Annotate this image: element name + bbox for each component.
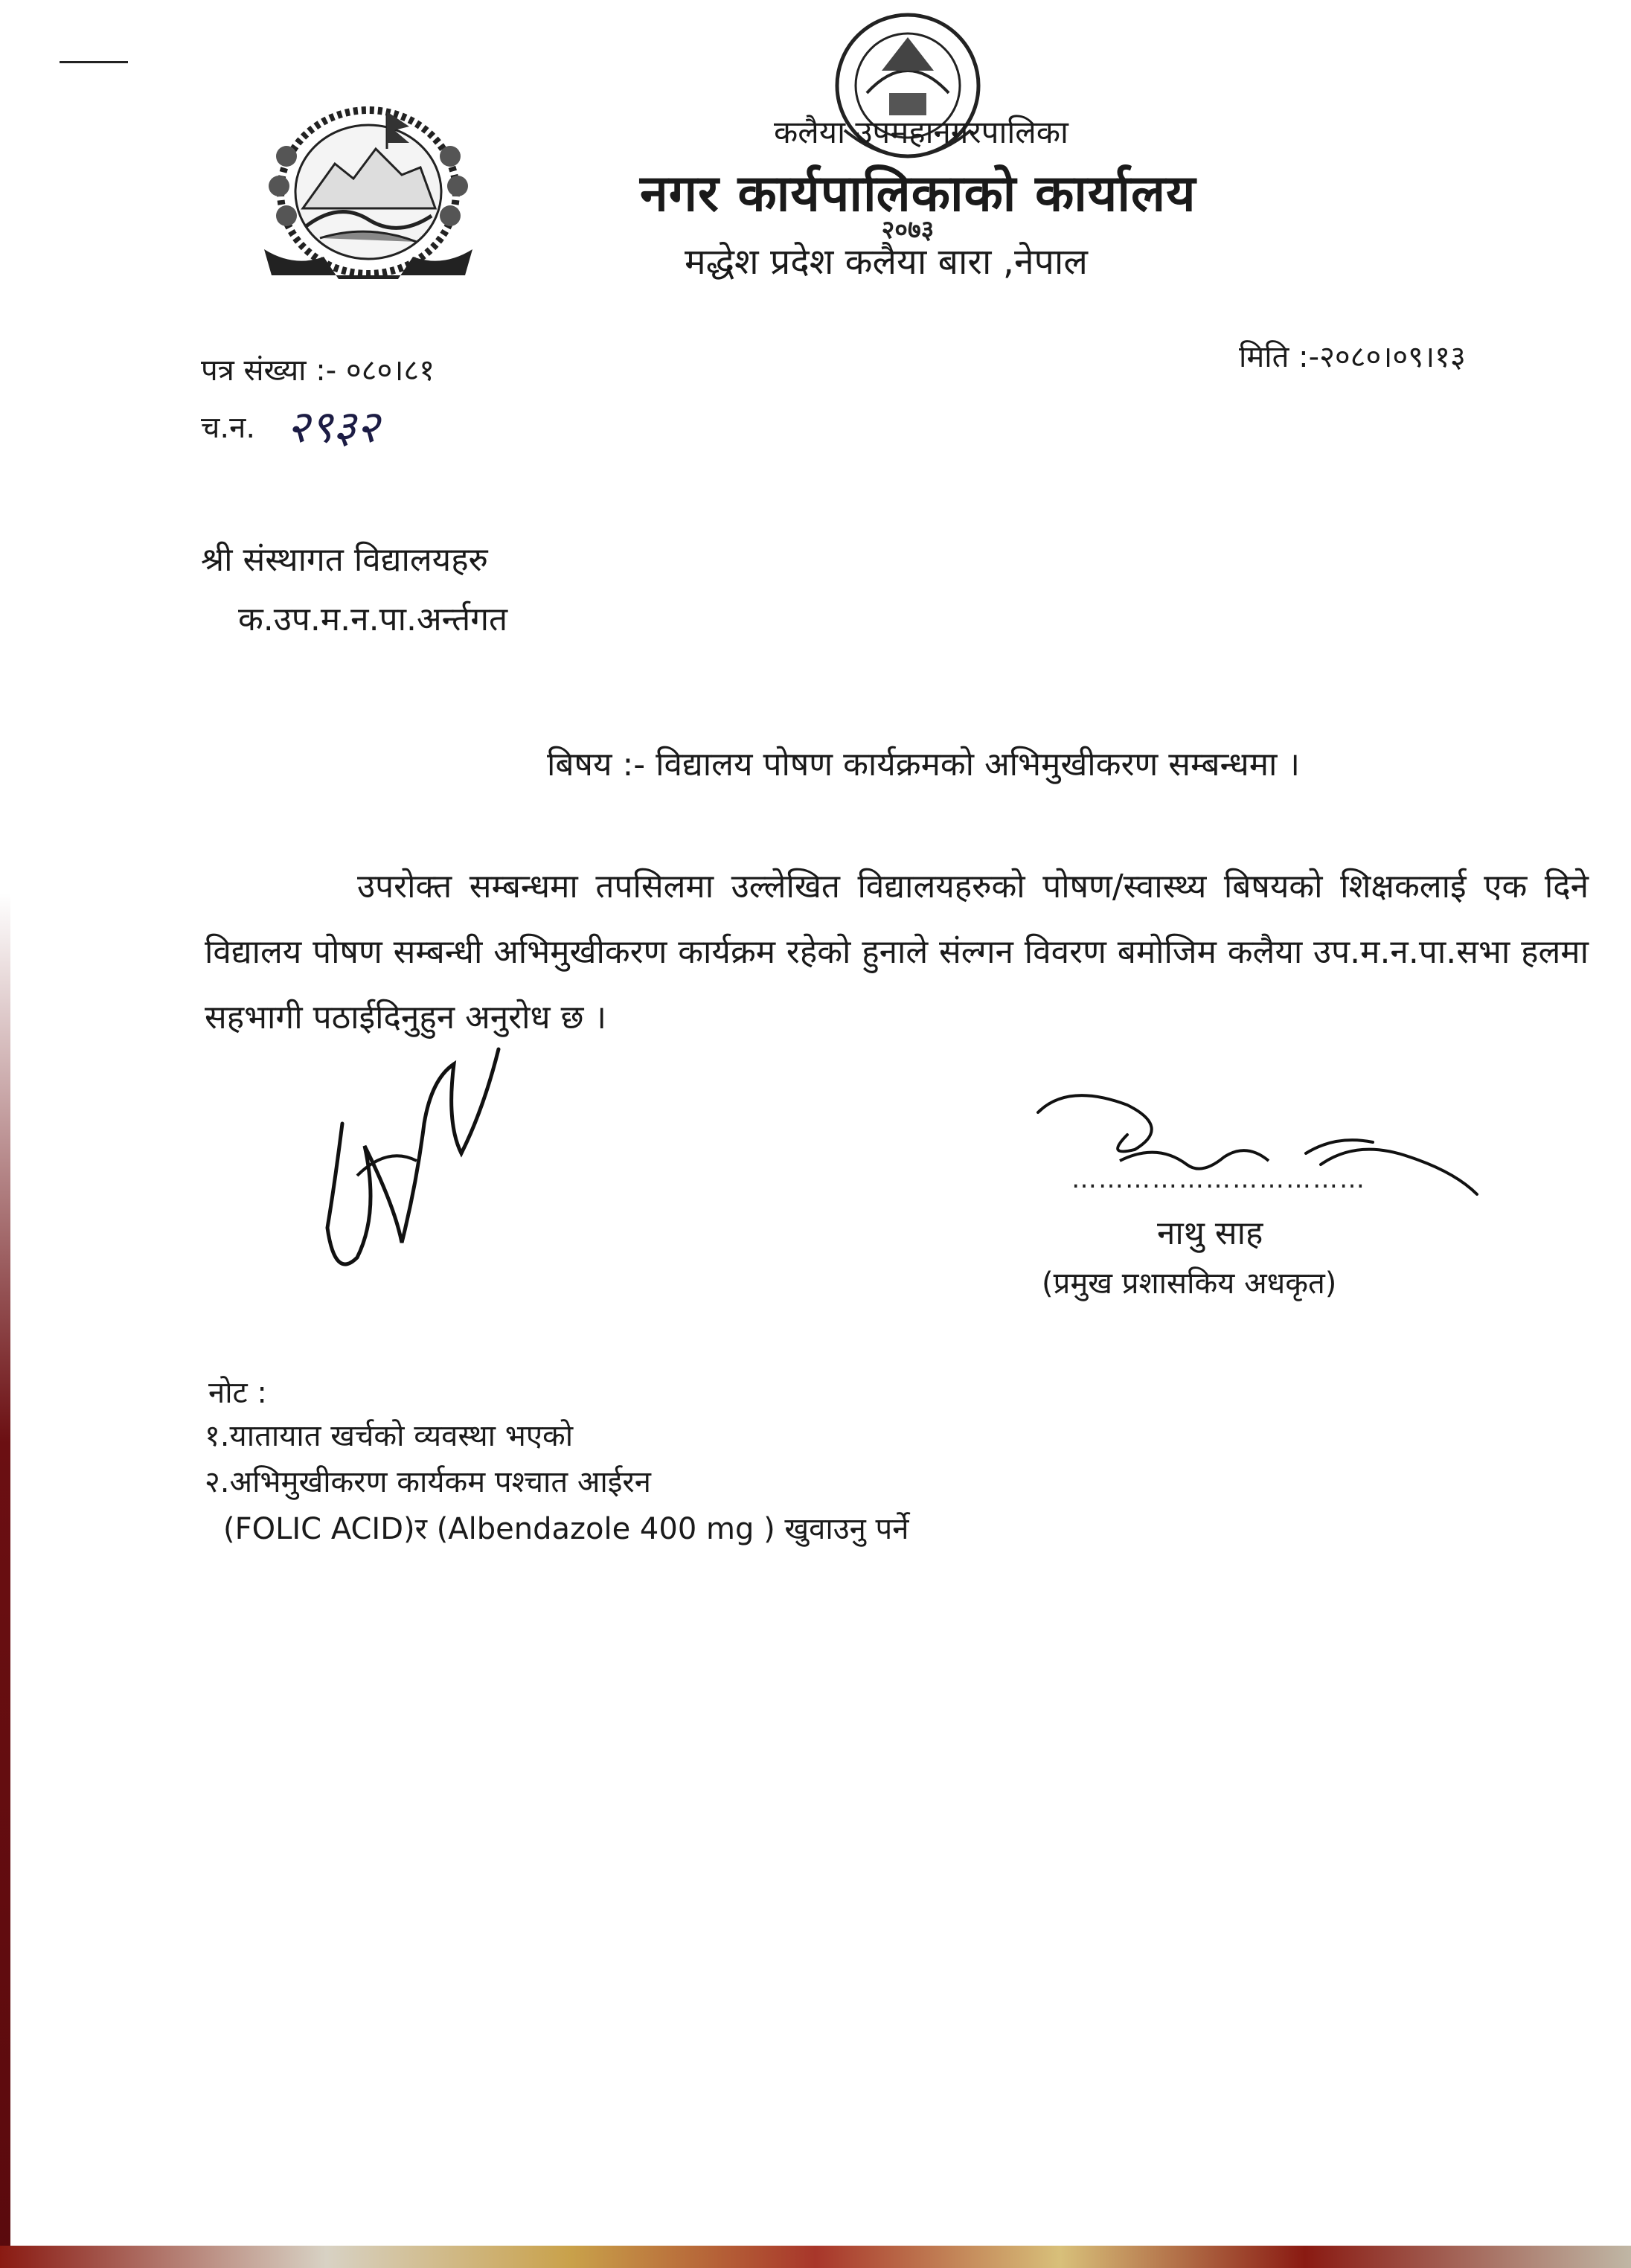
recipient-line-1: श्री संस्थागत विद्यालयहरु bbox=[201, 541, 488, 579]
letter-date: मिति :-२०८०।०९।१३ bbox=[1239, 340, 1466, 374]
letter-subject: बिषय :- विद्यालय पोषण कार्यक्रमको अभिमुखीकरण सम्बन्धमा । bbox=[547, 746, 1301, 784]
letter-body: उपरोक्त सम्बन्धमा तपसिलमा उल्लेखित विद्यालयहरुको पोषण/स्वास्थ्य बिषयको शिक्षकलाई एक दिने विद्यालय पोषण सम्बन्धी अभिमुखीकरण कार्यक्रम रहेको हुनाले संल्गन विवरण बमोजिम कलैया उप.म.न.पा.सभा हलमा सहभागी पठाईदिनुहुन अनुरोध छ । bbox=[205, 868, 1589, 1037]
note-item-2: २.अभिमुखीकरण कार्यकम पश्चात आईरन bbox=[205, 1465, 651, 1499]
official-signature-icon bbox=[1023, 1083, 1484, 1217]
dispatch-number-label: च.न. bbox=[201, 411, 256, 445]
signature-line: …………………………… bbox=[1071, 1165, 1366, 1194]
left-signature-icon bbox=[313, 1034, 506, 1280]
scan-edge-left bbox=[0, 893, 10, 2268]
margin-dash bbox=[60, 61, 128, 63]
signer-title: (प्रमुख प्रशासकिय अधकृत) bbox=[1042, 1266, 1337, 1301]
svg-text:२०७३: २०७३ bbox=[881, 215, 935, 245]
nepal-emblem-icon bbox=[249, 97, 487, 286]
note-heading: नोट : bbox=[208, 1376, 267, 1410]
note-item-3: (FOLIC ACID)र (Albendazole 400 mg ) खुवाउनु पर्ने bbox=[223, 1512, 909, 1546]
dispatch-number-handwritten: २९३२ bbox=[286, 401, 379, 453]
office-title: नगर कार्यपालिकाको कार्यालय bbox=[640, 164, 1196, 223]
signer-name: नाथु साह bbox=[1157, 1214, 1263, 1252]
recipient-line-2: क.उप.म.न.पा.अर्न्तगत bbox=[238, 600, 508, 638]
scan-edge-bottom bbox=[0, 2246, 1631, 2268]
office-address: मद्धेश प्रदेश कलैया बारा ,नेपाल bbox=[685, 241, 1088, 283]
municipality-name: कलैया उपमहानगरपालिका bbox=[774, 114, 1068, 150]
letter-number: पत्र संख्या :- ०८०।८१ bbox=[201, 353, 435, 388]
note-item-1: १.यातायात खर्चको व्यवस्था भएको bbox=[205, 1419, 574, 1453]
